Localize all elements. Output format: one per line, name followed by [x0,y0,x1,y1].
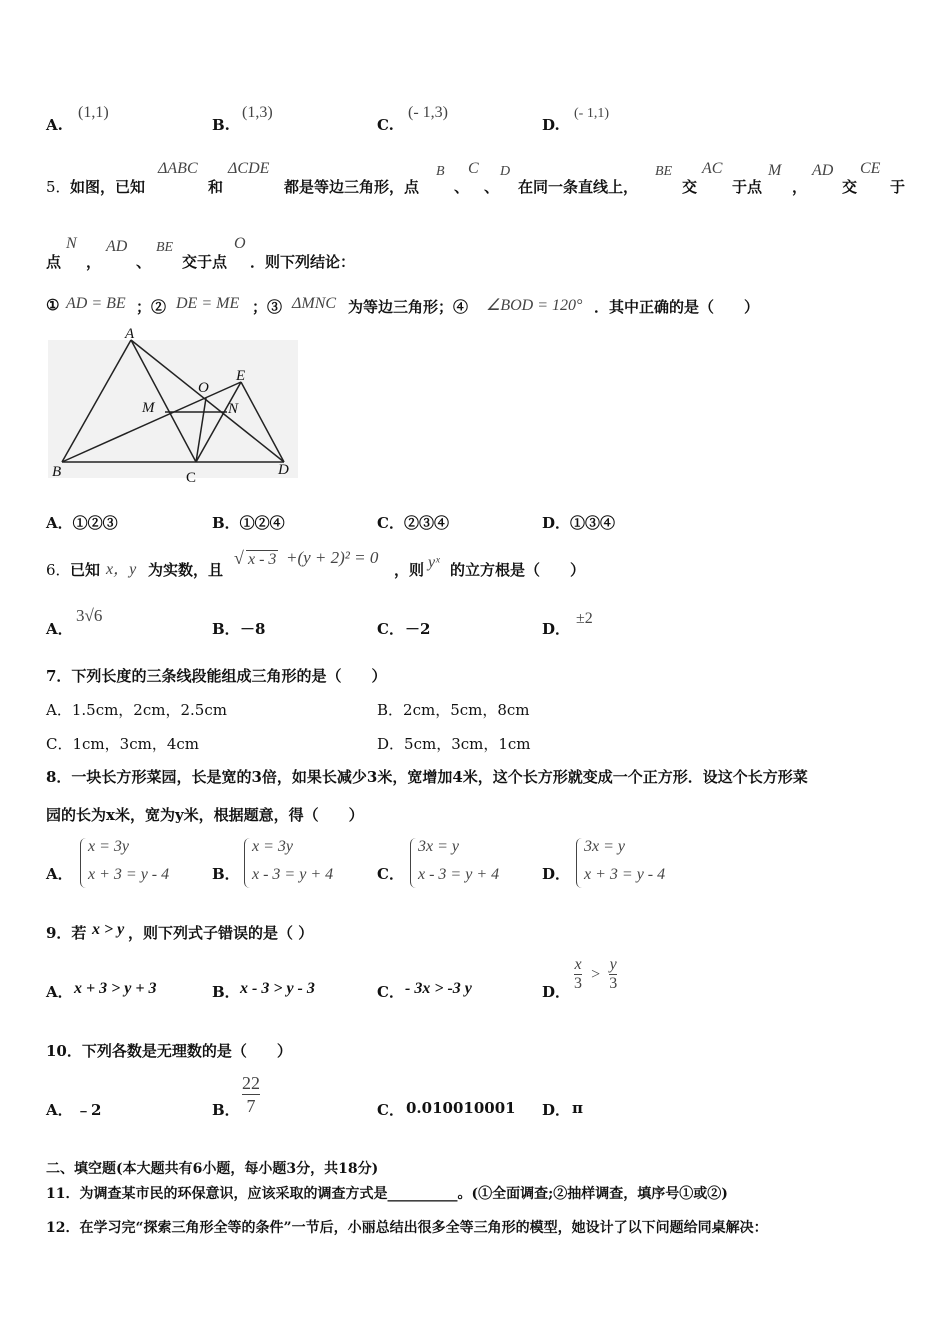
q5-text: 和 [208,178,224,196]
q5-text: 、 [484,178,500,196]
q5-math: N [66,235,77,252]
q5-text: ， [792,178,808,196]
q10-option-a-letter: A． [46,1101,73,1119]
q10-option-b-letter: B． [212,1101,240,1119]
q9-option-b-value: x - 3 > y - 3 [240,980,315,997]
q10-option-c-value: 0.010010001 [406,1099,516,1117]
q5-text: 、 [136,253,152,271]
q5-math: D [500,164,511,179]
q9-text: ，则下列式子错误的是（ ） [128,924,314,942]
q5-math: ΔMNC [292,295,337,312]
q9-option-c-letter: C． [377,983,404,1001]
fraction [609,956,617,993]
q8-option-letter: D． [542,865,571,883]
q6-text: 为实数，且 [148,561,224,579]
q9-option-d-expression [574,956,617,993]
q5-math: B [436,164,445,179]
section-2-heading: 二、填空题(本大题共有6小题，每小题3分，共18分) [46,1161,379,1177]
q7-option-d: D．5cm，3cm，1cm [377,735,531,753]
q5-math: C [468,160,479,177]
q5-option-b: B．①②④ [212,514,285,532]
q5-text: 为等边三角形；④ [348,298,469,316]
fraction-numerator: 22 [242,1073,260,1093]
q5-text: 都是等边三角形，点 [284,178,420,196]
q8-equation: 3x = y [418,838,459,855]
q5-math: AD [812,162,834,179]
q5-text: 交 [682,178,698,196]
q9-option-a-letter: A． [46,983,73,1001]
q6-option-a-letter: A． [46,620,73,638]
q6-text: 的立方根是（ ） [450,561,586,579]
q5-text: 于点 [732,178,763,196]
q6-math: yˣ [428,554,440,571]
q6-option-d-letter: D． [542,620,571,638]
q5-math: AD = BE [66,295,126,312]
q5-math: ΔCDE [228,160,270,177]
q6-math: x，y [106,561,137,578]
fraction-numerator: y [609,956,617,973]
fraction [242,1072,260,1117]
figure-label-d: D [278,462,289,478]
q5-text: 点 [46,253,62,271]
greater-than-sign: > [591,965,601,983]
q6-option-a-value: 3√6 [76,606,103,625]
q10-option-c-letter: C． [377,1101,404,1119]
q5-math: AD [106,238,128,255]
q9-option-b-letter: B． [212,983,240,1001]
q8-equation: x + 3 = y - 4 [584,866,666,883]
q5-text: ．其中正确的是（ ） [594,298,760,316]
figure-background [48,340,298,478]
q5-math: M [768,162,782,179]
q5-math: O [234,235,246,252]
figure-label-o: O [198,380,209,396]
q9-option-a-value: x + 3 > y + 3 [74,980,157,997]
q6-option-b-letter: B． [212,620,240,638]
q9-option-c-value: - 3x > -3 y [405,980,472,997]
q8-option-letter: C． [377,865,404,883]
q11-text: 11．为调查某市民的环保意识，应该采取的调查方式是__________。(①全面调查;②抽样调查，填序号①或②) [46,1186,728,1202]
q9-condition: x > y [92,921,125,938]
q8-equation: x - 3 = y + 4 [252,866,334,883]
q10-option-a-value: ﹣2 [76,1101,102,1119]
q6-text: 已知 [70,561,101,579]
q5-math: AC [702,160,723,177]
q10-option-d-value: π [572,1099,583,1117]
figure-label-e: E [236,368,246,384]
q4-option-d-letter: D. [542,116,560,134]
q7-option-c: C．1cm，3cm，4cm [46,735,199,753]
q5-option-c: C．②③④ [377,514,449,532]
q8-option-letter: A． [46,865,73,883]
q5-math: ∠BOD = 120° [486,297,583,314]
q5-text: ．则下列结论： [250,253,356,271]
q5-text: 在同一条直线上， [518,178,639,196]
q4-option-c-letter: C. [377,116,394,134]
fraction-numerator: x [574,956,582,973]
q5-math: ΔABC [158,160,198,177]
q8-equation: x = 3y [252,838,293,855]
q4-option-d-math: (- 1,1) [574,106,609,121]
q5-option-d: D．①③④ [542,514,616,532]
q6-option-c-value: －2 [405,620,431,638]
fraction-denominator: 3 [609,975,618,992]
q7-option-b: B．2cm，5cm，8cm [377,701,530,719]
q10-option-d-letter: D． [542,1101,571,1119]
q7-option-a: A．1.5cm，2cm，2.5cm [46,701,227,719]
fraction [574,956,582,993]
figure-label-a: A [125,326,135,342]
q5-math: BE [655,164,673,179]
q8-stem-line1: 8．一块长方形菜园，长是宽的3倍，如果长减少3米，宽增加4米，这个长方形就变成一个正方形．设这个长方形菜 [46,768,808,786]
q5-number: 5． [46,178,71,196]
sqrt-icon: √ [234,548,244,568]
q5-figure [46,322,306,492]
q10-stem: 10．下列各数是无理数的是（ ） [46,1042,292,1060]
q5-text: 于 [890,178,906,196]
q5-text: 如图，已知 [70,178,146,196]
q10-option-b-fraction [242,1072,260,1117]
q7-stem: 7．下列长度的三条线段能组成三角形的是（ ） [46,667,387,685]
q8-option-letter: B． [212,865,240,883]
q5-text: 交 [842,178,858,196]
q4-option-b-letter: B. [212,116,230,134]
q6-number: 6． [46,561,71,579]
q5-math: CE [860,160,881,177]
q6-option-b-value: －8 [240,620,266,638]
q5-text: ， [86,253,102,271]
q4-option-a-math: (1,1) [78,104,109,121]
q12-text: 12．在学习完“探索三角形全等的条件”一节后，小丽总结出很多全等三角形的模型，她设计了以下问题给同桌解决： [46,1220,768,1236]
q5-text: ；③ [252,298,283,316]
fraction-denominator: 7 [246,1096,256,1116]
q5-text: ① [46,296,60,314]
q6-option-c-letter: C． [377,620,404,638]
q8-equation: x = 3y [88,838,129,855]
q5-math: BE [156,240,174,255]
q9-option-d-letter: D． [542,983,571,1001]
q8-equation: x + 3 = y - 4 [88,866,170,883]
q8-stem-line2: 园的长为x米，宽为y米，根据题意，得（ ） [46,806,364,824]
q8-equation: 3x = y [584,838,625,855]
q6-text: ，则 [394,561,425,579]
figure-label-c: C [186,470,197,486]
q4-option-b-math: (1,3) [242,104,273,121]
q6-math: +(y + 2)² = 0 [286,548,379,567]
figure-label-m: M [142,400,155,416]
q4-option-a-letter: A. [46,116,63,134]
q4-option-c-math: (- 1,3) [408,104,448,121]
q8-equation: x - 3 = y + 4 [418,866,500,883]
q5-math: DE = ME [176,295,240,312]
q5-text: ；② [136,298,167,316]
figure-label-b: B [52,464,62,480]
q5-text: 交于点 [182,253,228,271]
q9-number: 9．若 [46,924,87,942]
q6-option-d-value: ±2 [576,610,593,627]
fraction-denominator: 3 [574,975,582,992]
figure-label-n: N [228,401,239,417]
q6-sqrt-argument: x - 3 [248,551,277,568]
q5-text: 、 [454,178,470,196]
q5-option-a: A．①②③ [46,514,118,532]
